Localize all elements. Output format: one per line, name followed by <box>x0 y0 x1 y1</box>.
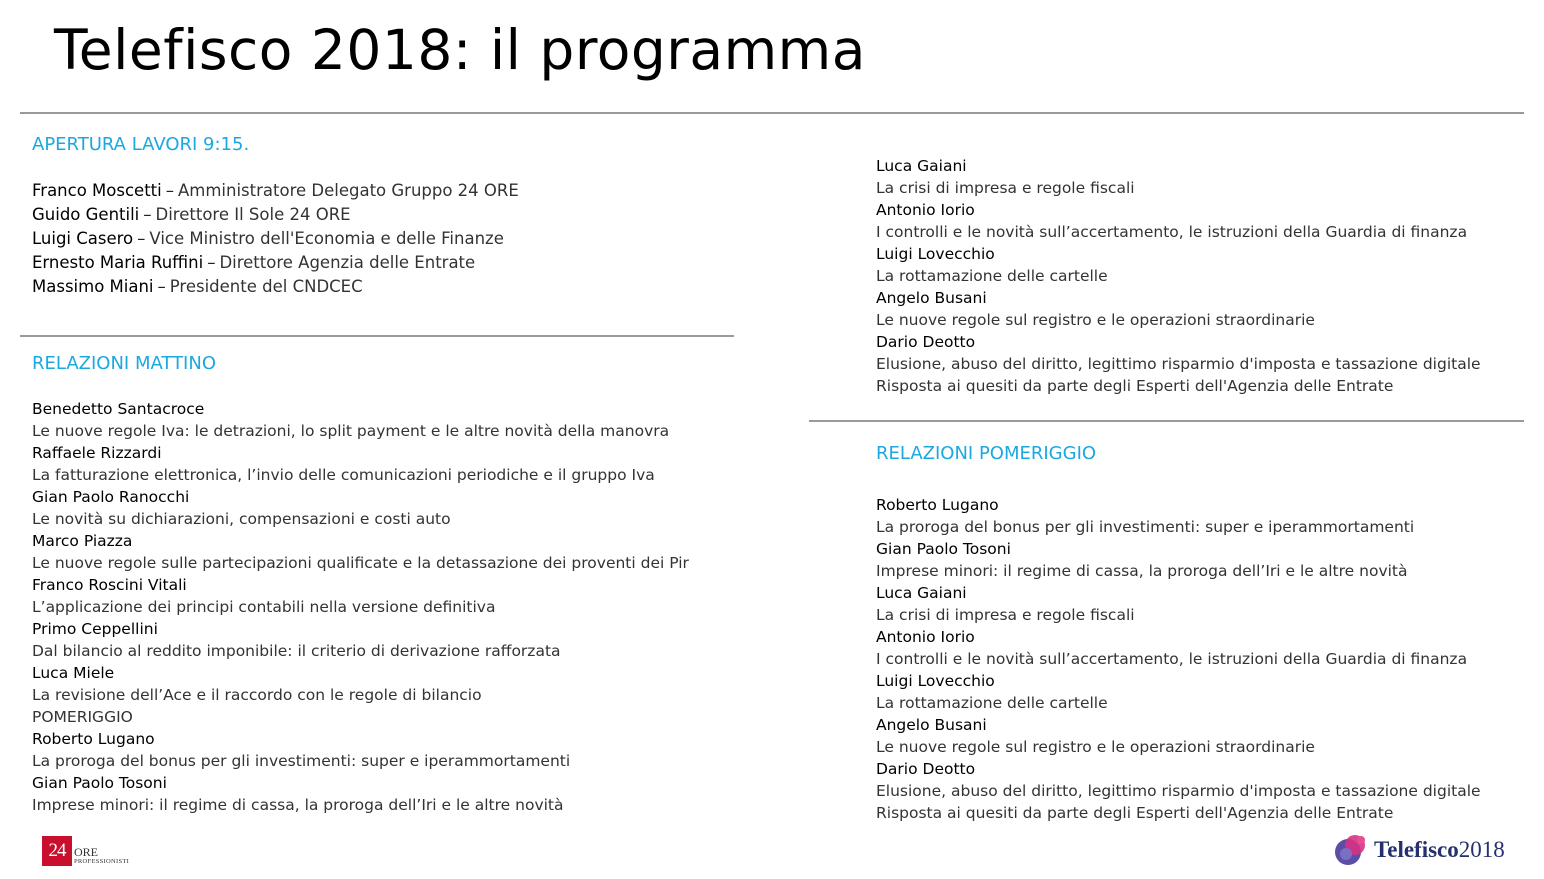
session-item <box>32 728 689 772</box>
telefisco-mark-icon <box>1334 832 1370 868</box>
session-item <box>32 398 689 442</box>
session-item <box>32 442 689 486</box>
morning-list <box>32 398 689 816</box>
session-item <box>876 670 1481 714</box>
separator: – <box>143 205 152 224</box>
speaker-role: Amministratore Delegato Gruppo 24 ORE <box>177 181 519 200</box>
speaker-role: Direttore Agenzia delle Entrate <box>219 253 476 272</box>
speaker-name: Marco Piazza <box>32 532 133 550</box>
session-item <box>876 626 1481 670</box>
session-item <box>876 758 1481 802</box>
speaker-name: Primo Ceppellini <box>32 620 158 638</box>
opening-item <box>32 203 519 227</box>
session-topic: La crisi di impresa e regole fiscali <box>876 179 1135 197</box>
session-topic: La rottamazione delle cartelle <box>876 267 1108 285</box>
opening-section <box>32 133 519 299</box>
speaker-role: Presidente del CNDCEC <box>169 277 363 296</box>
session-item <box>876 494 1481 538</box>
session-topic: La proroga del bonus per gli investimenti: super e iperammortamenti <box>876 518 1415 536</box>
speaker-name: Angelo Busani <box>876 289 987 307</box>
afternoon-label: POMERIGGIO <box>32 708 133 726</box>
24ore-logo-box: 24 <box>42 836 72 866</box>
speaker-name: Raffaele Rizzardi <box>32 444 162 462</box>
morning-heading: RELAZIONI MATTINO <box>32 353 216 374</box>
session-topic: Elusione, abuso del diritto, legittimo risparmio d'imposta e tassazione digitale <box>876 782 1481 800</box>
session-item <box>876 714 1481 758</box>
session-item <box>876 331 1481 375</box>
speaker-name: Guido Gentili <box>32 205 140 224</box>
speaker-name: Franco Roscini Vitali <box>32 576 187 594</box>
session-item <box>32 618 689 662</box>
speaker-name: Gian Paolo Tosoni <box>32 774 167 792</box>
speaker-name: Ernesto Maria Ruffini <box>32 253 204 272</box>
session-item <box>32 662 689 706</box>
page-title: Telefisco 2018: il programma <box>54 18 866 82</box>
session-topic: L’applicazione dei principi contabili nella versione definitiva <box>32 598 496 616</box>
session-item <box>876 287 1481 331</box>
session-item <box>32 486 689 530</box>
speaker-name: Roberto Lugano <box>876 496 999 514</box>
speaker-name: Roberto Lugano <box>32 730 155 748</box>
separator: – <box>165 181 174 200</box>
session-item <box>32 530 689 574</box>
speaker-name: Luca Miele <box>32 664 115 682</box>
title-divider <box>20 112 1524 114</box>
session-topic: Elusione, abuso del diritto, legittimo risparmio d'imposta e tassazione digitale <box>876 355 1481 373</box>
speaker-name: Dario Deotto <box>876 760 976 778</box>
left-divider <box>20 335 734 337</box>
morning-section <box>32 352 689 816</box>
session-topic: La proroga del bonus per gli investimenti: super e iperammortamenti <box>32 752 571 770</box>
session-topic: Le nuove regole sul registro e le operazioni straordinarie <box>876 311 1315 329</box>
session-topic: Le novità su dichiarazioni, compensazioni e costi auto <box>32 510 451 528</box>
speaker-name: Luca Gaiani <box>876 584 967 602</box>
session-topic: La rottamazione delle cartelle <box>876 694 1108 712</box>
speaker-name: Luigi Casero <box>32 229 134 248</box>
opening-heading: APERTURA LAVORI 9:15. <box>32 134 250 155</box>
afternoon-list <box>876 494 1481 824</box>
speaker-name: Gian Paolo Ranocchi <box>32 488 190 506</box>
session-item <box>876 243 1481 287</box>
speaker-role: Vice Ministro dell'Economia e delle Finanze <box>149 229 504 248</box>
opening-item <box>32 179 519 203</box>
session-topic: Imprese minori: il regime di cassa, la proroga dell’Iri e le altre novità <box>876 562 1408 580</box>
qa-closing: Risposta ai quesiti da parte degli Esperti dell'Agenzia delle Entrate <box>876 804 1394 822</box>
session-topic: Imprese minori: il regime di cassa, la proroga dell’Iri e le altre novità <box>32 796 564 814</box>
separator: – <box>207 253 216 272</box>
speaker-name: Antonio Iorio <box>876 201 975 219</box>
speaker-name: Luca Gaiani <box>876 157 967 175</box>
speaker-name: Luigi Lovecchio <box>876 245 995 263</box>
speaker-name: Antonio Iorio <box>876 628 975 646</box>
qa-closing: Risposta ai quesiti da parte degli Esperti dell'Agenzia delle Entrate <box>876 377 1394 395</box>
session-topic: Le nuove regole sulle partecipazioni qualificate e la detassazione dei proventi dei Pir <box>32 554 689 572</box>
speaker-name: Angelo Busani <box>876 716 987 734</box>
continued-section <box>876 155 1481 397</box>
speaker-name: Massimo Miani <box>32 277 154 296</box>
speaker-name: Dario Deotto <box>876 333 976 351</box>
24ore-logo-sub: PROFESSIONISTI <box>74 858 130 865</box>
opening-item <box>32 275 519 299</box>
session-topic: La fatturazione elettronica, l’invio delle comunicazioni periodiche e il gruppo Iva <box>32 466 655 484</box>
session-item <box>876 582 1481 626</box>
session-item <box>876 155 1481 199</box>
24ore-logo-ore: ORE <box>74 845 98 859</box>
session-item <box>32 772 689 816</box>
speaker-name: Franco Moscetti <box>32 181 162 200</box>
telefisco-logo-brand: Telefisco <box>1374 837 1459 862</box>
session-topic: Le nuove regole Iva: le detrazioni, lo split payment e le altre novità della manovra <box>32 422 670 440</box>
opening-item <box>32 227 519 251</box>
session-item <box>876 199 1481 243</box>
session-topic: Dal bilancio al reddito imponibile: il criterio di derivazione rafforzata <box>32 642 561 660</box>
session-topic: La revisione dell’Ace e il raccordo con le regole di bilancio <box>32 686 482 704</box>
24ore-logo-text <box>74 846 129 866</box>
session-topic: I controlli e le novità sull’accertamento, le istruzioni della Guardia di finanza <box>876 223 1468 241</box>
24ore-professionisti-logo <box>42 836 129 866</box>
session-topic: Le nuove regole sul registro e le operazioni straordinarie <box>876 738 1315 756</box>
speaker-name: Luigi Lovecchio <box>876 672 995 690</box>
speaker-name: Benedetto Santacroce <box>32 400 205 418</box>
opening-list <box>32 179 519 299</box>
right-divider <box>809 420 1524 422</box>
afternoon-section <box>876 442 1481 824</box>
session-topic: I controlli e le novità sull’accertamento, le istruzioni della Guardia di finanza <box>876 650 1468 668</box>
speaker-name: Gian Paolo Tosoni <box>876 540 1011 558</box>
session-item <box>32 574 689 618</box>
separator: – <box>137 229 146 248</box>
telefisco-logo <box>1334 832 1505 868</box>
separator: – <box>157 277 166 296</box>
opening-item <box>32 251 519 275</box>
session-item <box>876 538 1481 582</box>
telefisco-logo-year: 2018 <box>1458 837 1505 862</box>
speaker-role: Direttore Il Sole 24 ORE <box>155 205 351 224</box>
session-topic: La crisi di impresa e regole fiscali <box>876 606 1135 624</box>
afternoon-heading: RELAZIONI POMERIGGIO <box>876 443 1097 464</box>
